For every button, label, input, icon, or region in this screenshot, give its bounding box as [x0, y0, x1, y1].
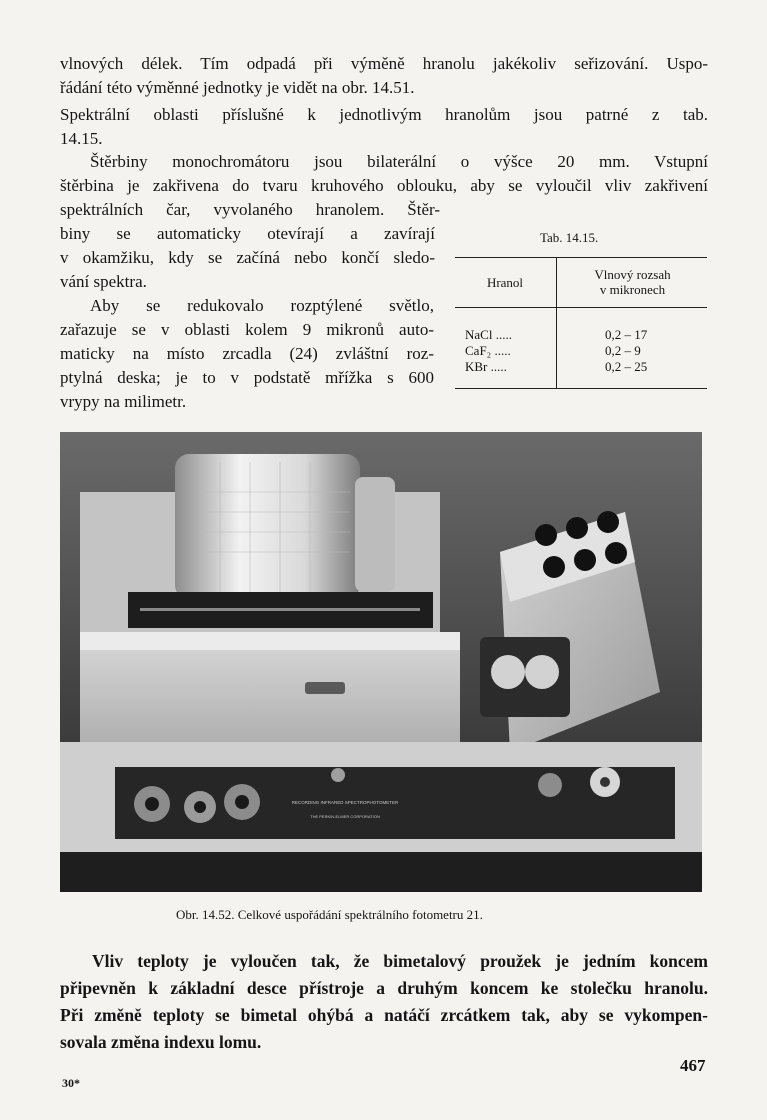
table-rule-header: [455, 307, 707, 308]
table-cell-prism: NaCl .....: [465, 327, 512, 342]
text-line: Vliv teploty je vyloučen tak, že bimetalový proužek je jedním koncem: [92, 951, 708, 971]
text-line: sovala změna indexu lomu.: [60, 1032, 262, 1052]
main-body-top-edge: [80, 632, 460, 650]
paragraph-scattered-light: [60, 294, 434, 414]
text-line: vání spektra.: [60, 272, 147, 291]
text-line: připevněn k základní desce přístroje a druhým koncem ke stolečku hranolu.: [60, 978, 708, 998]
table-header-range-line: Vlnový rozsah: [594, 267, 671, 282]
text-line: spektrálních čar, vyvolaného hranolem. Štěr-: [60, 200, 440, 219]
table-rule-bottom: [455, 388, 707, 389]
paragraph-temperature: [60, 948, 708, 1056]
table-cell-prism: KBr .....: [465, 359, 507, 374]
brand-emblem: [331, 768, 345, 782]
figure-caption: Obr. 14.52. Celkové uspořádání spektrálního fotometru 21.: [176, 907, 483, 922]
table-cell-range: 0,2 – 9: [605, 343, 641, 358]
spectrophotometer-photo: [60, 432, 702, 892]
text-line: vrypy na milimetr.: [60, 392, 187, 411]
text-line: maticky na místo zrcadla (24) zvláštní roz-: [60, 344, 434, 363]
text-line: Aby se redukovalo rozptýlené světlo,: [90, 296, 434, 315]
table-header-range-line: v mikronech: [599, 282, 666, 297]
body-latch: [305, 682, 345, 694]
table-cell-range: 0,2 – 17: [605, 327, 648, 342]
page-number: 467: [680, 1056, 706, 1075]
text-line: Štěrbiny monochromátoru jsou bilaterální o výšce 20 mm. Vstupní: [90, 152, 708, 171]
text-line: Při změně teploty se bimetal ohýbá a natáčí zrcátkem tak, aby se vykompen-: [60, 1005, 708, 1025]
paragraph-intro: [60, 52, 708, 100]
text-line: biny se automaticky otevírají a zavírají: [60, 224, 435, 243]
table-cell-prism: CaF₂ .....: [465, 343, 511, 358]
spectrophotometer-illustration: [60, 432, 702, 892]
scale-rail-markings: [140, 608, 420, 611]
table-column-divider: [556, 257, 557, 389]
panel-label-text: RECORDING INFRARED SPECTROPHOTOMETER: [291, 800, 399, 805]
text-line: ptylná deska; je to v podstatě mřížka s 600: [60, 368, 434, 387]
table-title: Tab. 14.15.: [540, 230, 599, 245]
reel: [525, 655, 559, 689]
text-line: řádání této výměnné jednotky je vidět na obr. 14.51.: [60, 78, 415, 97]
table-cell-range: 0,2 – 25: [605, 359, 648, 374]
text-line: štěrbina je zakřivena do tvaru kruhového oblouku, aby se vyloučil vliv zakřivení: [60, 176, 708, 195]
table-header-range: [558, 267, 707, 297]
table-surface: [60, 852, 702, 892]
paragraph-spectral-ranges: [60, 103, 708, 151]
text-line: 14.15.: [60, 129, 103, 148]
text-line: zařazuje se v oblasti kolem 9 mikronů auto-: [60, 320, 434, 339]
prism-range-table: [455, 257, 707, 389]
table-rule-top: [455, 257, 707, 258]
text-line: vlnových délek. Tím odpadá při výměně hranolu jakékoliv seřizování. Uspo-: [60, 54, 708, 73]
reel: [491, 655, 525, 689]
drum-end-cap: [355, 477, 395, 592]
maker-label-text: THE PERKIN-ELMER CORPORATION: [310, 814, 380, 819]
recorder-drum: [175, 454, 360, 599]
table-header-prism: Hranol: [486, 275, 524, 290]
signature-mark: 30*: [62, 1076, 80, 1090]
text-line: v okamžiku, kdy se začíná nebo končí sledo-: [60, 248, 435, 267]
text-line: Spektrální oblasti příslušné k jednotlivým hranolům jsou patrné z tab.: [60, 105, 708, 124]
